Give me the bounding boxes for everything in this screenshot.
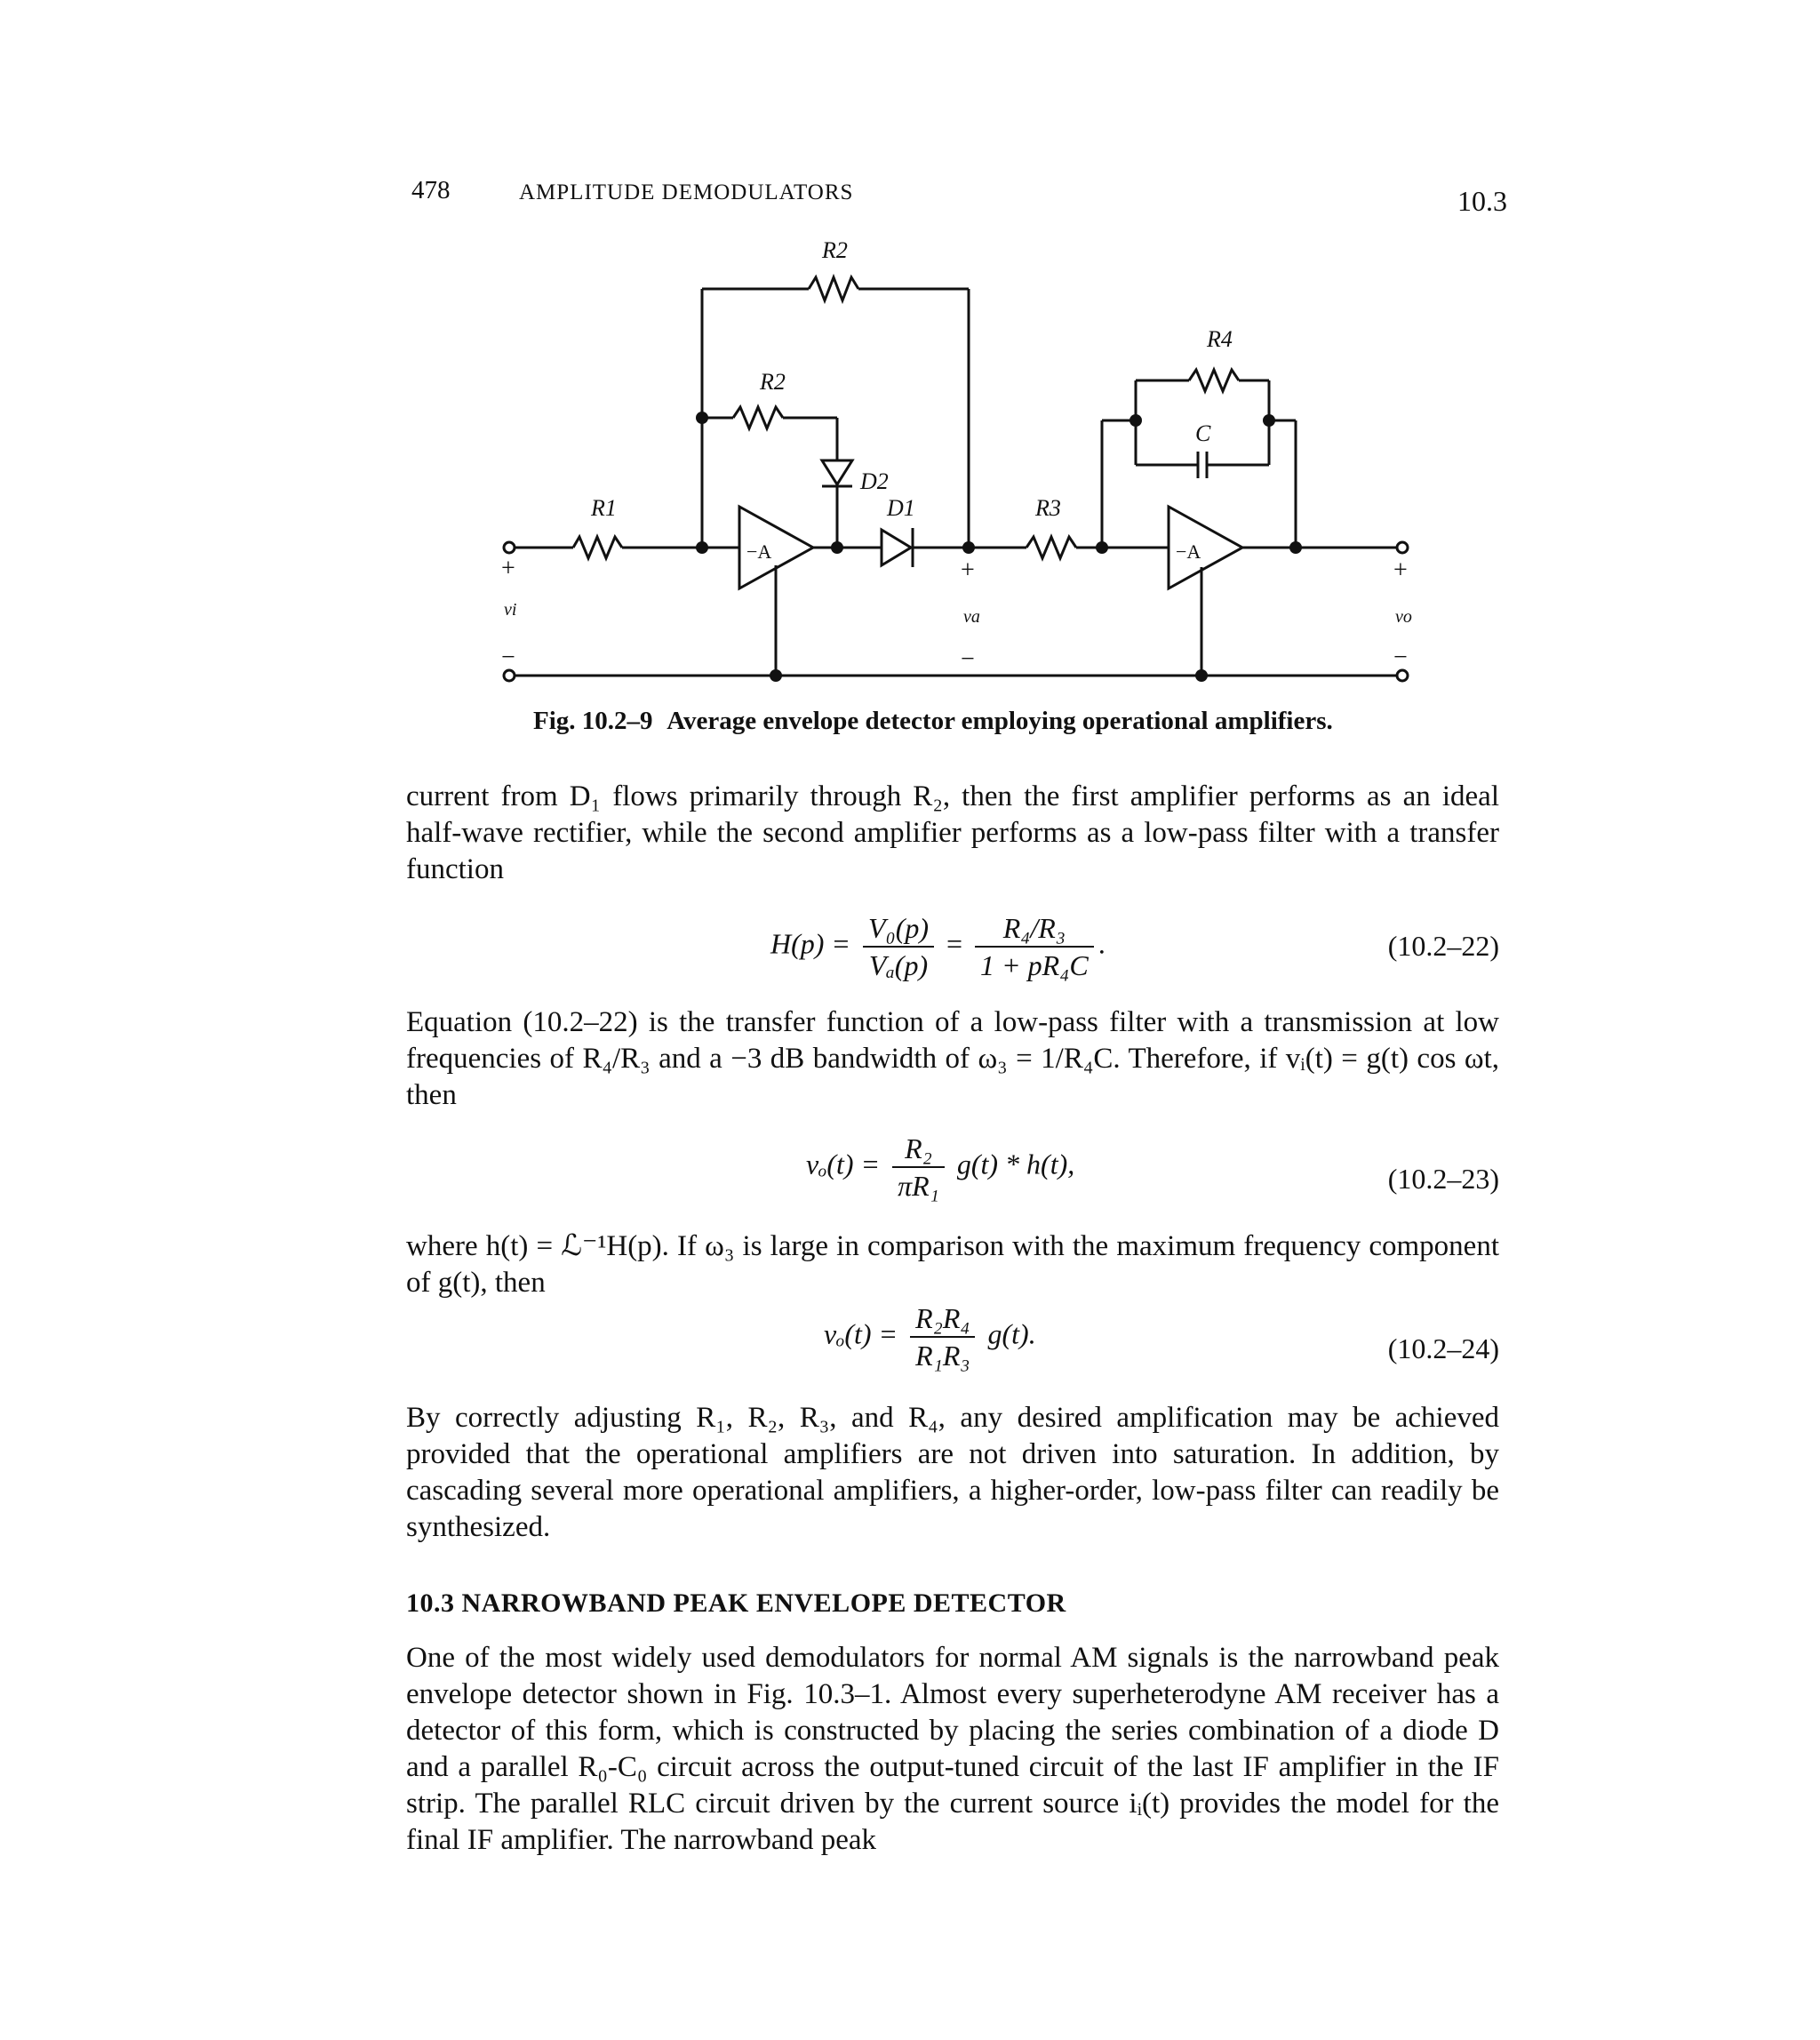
eq22-number: (10.2–22) [1387,930,1499,962]
eq23-num: R₂ [892,1131,945,1168]
minus-va: − [961,645,975,673]
resistor-r4 [1189,370,1239,391]
eq22-den1: Vₐ(p) [868,949,929,981]
eq22-lhs: H(p) = [770,927,851,960]
label-amp1: −A [746,540,772,563]
figure-caption-label: Fig. 10.2–9 [533,707,653,735]
paragraph-4 [406,1400,1499,1546]
eq24-lhs: vₒ(t) = [824,1317,898,1350]
paragraph-3 [406,1228,1499,1301]
plus-va: + [961,556,975,584]
paragraph-3-text: where h(t) = ℒ⁻¹H(p). If ω₃ is large in comparison with the maximum frequency component of g(t), then [406,1230,1499,1299]
paragraph-1 [406,779,1499,888]
label-va: va [963,607,980,627]
eq24-rhs: g(t). [987,1317,1036,1350]
eq24-num: R₂R₄ [910,1300,975,1338]
minus-vi: − [501,644,515,671]
section-heading: 10.3 NARROWBAND PEAK ENVELOPE DETECTOR [406,1588,1066,1618]
eq24-den: R₁R₃ [915,1340,970,1372]
label-r1: R1 [591,495,617,521]
eq23-lhs: vₒ(t) = [806,1148,881,1180]
label-r2-top: R2 [822,237,848,263]
plus-vo: + [1393,556,1408,584]
figure-caption-text: Average envelope detector employing operational amplifiers. [667,707,1333,735]
label-d1: D1 [887,495,915,521]
resistor-r1 [573,537,622,558]
paragraph-2-text: Equation (10.2–22) is the transfer function of a low-pass filter with a transmission at low frequencies of R₄/R₃ and a −3 dB bandwidth of ω₃ = 1/R₄C. Therefore, if vᵢ(t) = g(t) cos ωt, then [406,1006,1499,1111]
label-r3: R3 [1035,495,1061,521]
eq22-den2: 1 + pR₄C [980,949,1089,981]
plus-vi: + [501,555,515,582]
input-terminal-top [504,542,515,553]
eq22-num2: R₄/R₃ [975,910,1094,948]
output-terminal-top [1397,542,1408,553]
section-number: 10.3 [1457,185,1507,217]
resistor-r2-inner [733,407,783,428]
equation-10-2-23 [406,1131,1499,1220]
paragraph-2 [406,1004,1499,1114]
equation-10-2-24 [406,1300,1499,1389]
eq23-number: (10.2–23) [1387,1163,1499,1195]
eq23-rhs: g(t) * h(t), [956,1148,1075,1180]
running-title: AMPLITUDE DEMODULATORS [519,180,854,204]
paragraph-1-text: current from D₁ flows primarily through R₂, then the first amplifier performs as an ideal half-wave rectifier, while the second amplifier performs as a low-pass filter with a transfer function [406,780,1499,885]
page-number: 478 [411,176,451,204]
eq23-den: πR₁ [898,1170,939,1202]
paragraph-5-text: One of the most widely used demodulators for normal AM signals is the narrowband peak envelope detector shown in Fig. 10.3–1. Almost every superheterodyne AM receiver has a detector of this form, which is constructed by placing the series combination of a diode D and a parallel R₀-C₀ circuit across the output-tuned circuit of the last IF amplifier in the IF strip. The parallel RLC circuit driven by the current source iᵢ(t) provides the model for the final IF amplifier. The narrowband peak [406,1642,1499,1856]
label-amp2: −A [1176,540,1201,563]
paragraph-5 [406,1640,1499,1859]
label-vi: vi [504,600,517,620]
label-d2: D2 [860,468,889,494]
diode-d1 [882,530,911,565]
label-r2-inner: R2 [760,369,786,395]
label-vo: vo [1395,607,1412,627]
eq22-tail: . [1098,927,1106,960]
label-r4: R4 [1207,326,1233,352]
minus-vo: − [1393,644,1408,671]
eq24-number: (10.2–24) [1387,1332,1499,1364]
paragraph-4-text: By correctly adjusting R₁, R₂, R₃, and R₄, any desired amplification may be achieved provided that the operational amplifiers are not driven into saturation. In addition, by cascading several more operational amplifiers, a higher-order, low-pass filter can readily be synthesized. [406,1402,1499,1543]
figure-caption [533,707,1333,736]
label-c: C [1195,420,1211,446]
resistor-r2-top [809,277,858,300]
eq22-equals: = [946,927,963,960]
input-terminal-bottom [504,670,515,681]
output-terminal-bottom [1397,670,1408,681]
equation-10-2-22 [406,907,1499,996]
circuit-diagram [480,231,1511,693]
diode-d2 [822,460,852,484]
resistor-r3 [1026,537,1076,558]
eq22-num1: V₀(p) [863,910,934,948]
